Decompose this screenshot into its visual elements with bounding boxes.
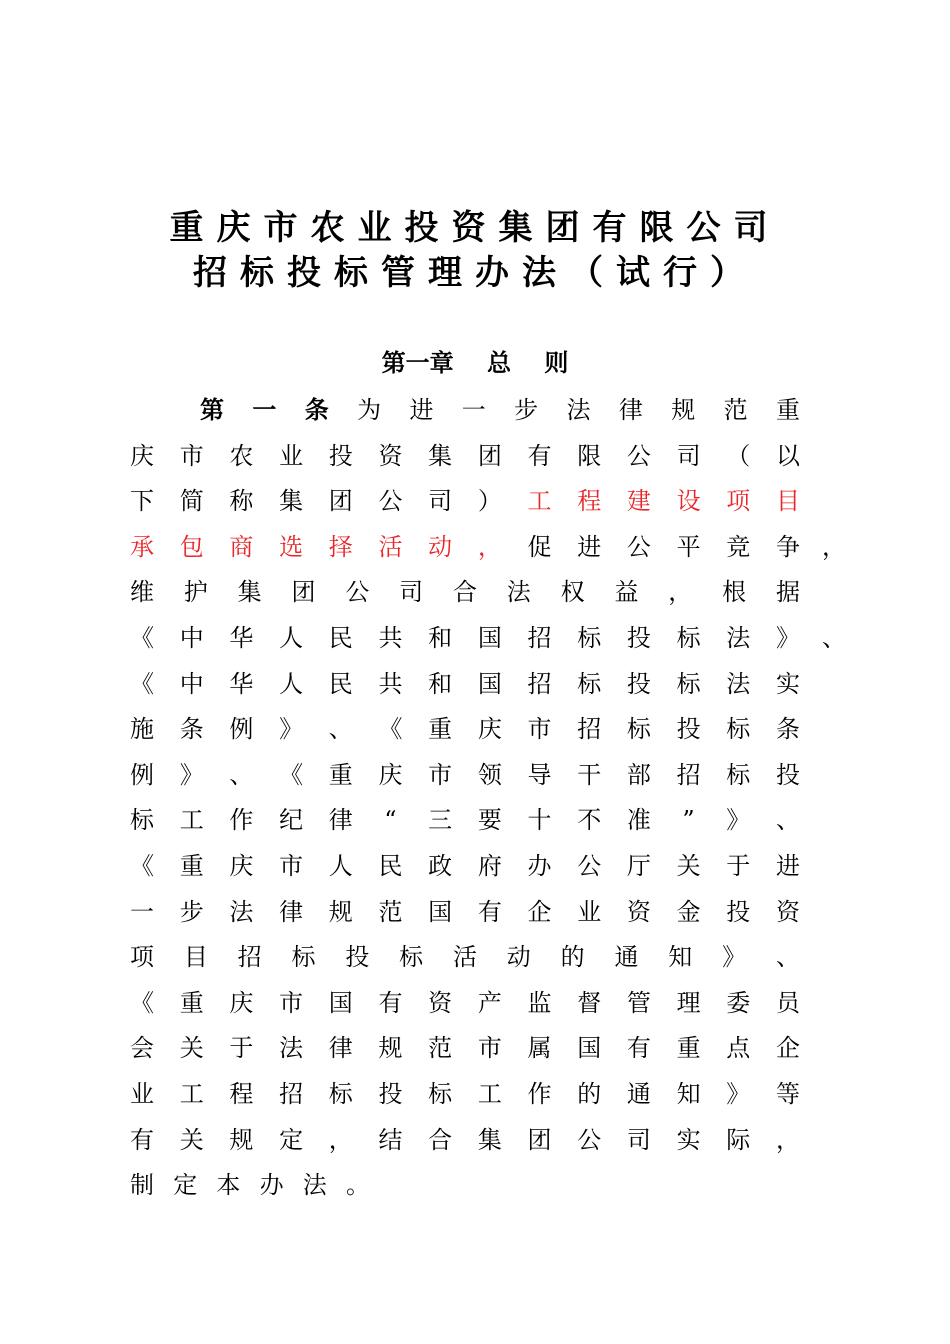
- body-char: 律: [618, 396, 643, 424]
- body-char: 《: [130, 624, 154, 652]
- body-char: 资: [775, 897, 800, 926]
- body-char: 《: [130, 988, 154, 1017]
- body-char: 进: [409, 396, 434, 424]
- article-1-line: [130, 484, 800, 518]
- body-char: 投: [626, 624, 651, 652]
- body-char: “: [384, 806, 397, 835]
- body-char: 投: [328, 441, 353, 470]
- body-char: 标: [328, 1080, 353, 1108]
- body-char: 、: [229, 760, 254, 789]
- body-char: 定: [173, 1171, 198, 1200]
- body-char: 重: [428, 715, 453, 744]
- body-char: 庆: [130, 441, 154, 470]
- body-char: 第: [200, 395, 224, 424]
- body-char: 、: [775, 943, 800, 972]
- body-char: 人: [279, 669, 304, 698]
- article-1-line: [130, 439, 800, 473]
- body-char: 关: [179, 1125, 204, 1154]
- body-char: 共: [378, 624, 403, 652]
- body-char: 集: [279, 487, 304, 516]
- body-char: 府: [477, 852, 502, 880]
- body-char: 》: [279, 715, 304, 744]
- body-char: 于: [726, 852, 751, 880]
- body-char: 投: [775, 760, 800, 789]
- body-char: 国: [328, 988, 353, 1017]
- body-char: 公: [345, 578, 370, 607]
- body-char: 重: [328, 760, 353, 789]
- body-char: 一: [130, 897, 154, 926]
- article-1-line: [130, 1077, 800, 1111]
- body-char: 步: [179, 897, 204, 926]
- body-char: 规: [378, 1034, 403, 1063]
- body-char: 和: [428, 669, 453, 698]
- body-char: 标: [676, 624, 701, 652]
- body-char: 项: [130, 943, 154, 972]
- body-char: 庆: [229, 852, 254, 880]
- body-char: 有: [130, 1125, 154, 1154]
- body-char: 下: [130, 487, 154, 516]
- document-title-line1: 重庆市农业投资集团有限公司: [169, 208, 781, 248]
- body-char: 标: [577, 624, 602, 652]
- body-char: 司: [626, 1125, 651, 1154]
- body-char: 资: [626, 897, 651, 926]
- line-trailing-punctuation: 、: [822, 624, 846, 652]
- body-char: 集: [237, 578, 262, 607]
- line-trailing-punctuation: ，: [822, 532, 846, 561]
- body-char: 团: [328, 487, 353, 516]
- body-char: 》: [775, 624, 800, 652]
- body-char: 理: [676, 988, 701, 1017]
- body-char: 民: [378, 852, 403, 880]
- body-char: 本: [216, 1171, 241, 1200]
- body-char: 工: [477, 1080, 502, 1108]
- body-char: 投: [676, 715, 701, 744]
- body-char: 法: [726, 669, 751, 698]
- body-char: 市: [279, 852, 304, 880]
- body-char: 公: [626, 441, 651, 470]
- body-char: 。: [345, 1171, 370, 1200]
- body-char: 招: [676, 760, 701, 789]
- body-char: 督: [577, 988, 602, 1017]
- body-char: 会: [130, 1034, 154, 1063]
- body-char: 准: [626, 806, 651, 835]
- chapter-heading: 第一章 总 则: [381, 348, 569, 377]
- body-char: 法: [279, 1034, 304, 1063]
- body-char: 管: [626, 988, 651, 1017]
- body-char: ，: [328, 1125, 353, 1154]
- article-1-line: [130, 986, 800, 1020]
- body-char: 一: [461, 396, 486, 424]
- body-char: 十: [527, 806, 552, 835]
- body-char: 活: [452, 943, 477, 972]
- body-char: 市: [179, 441, 204, 470]
- body-char: 以: [775, 441, 800, 470]
- body-char: ）: [477, 487, 502, 516]
- body-char: 《: [279, 760, 304, 789]
- body-char: 标: [676, 669, 701, 698]
- body-char: 选: [279, 532, 304, 561]
- body-char: 步: [514, 396, 539, 424]
- body-char: 重: [676, 1034, 701, 1063]
- body-char: 重: [179, 988, 204, 1017]
- body-char: 金: [676, 897, 701, 926]
- body-char: 领: [477, 760, 502, 789]
- body-char: 根: [722, 578, 747, 607]
- body-char: 公: [577, 852, 602, 880]
- body-char: 招: [237, 943, 262, 972]
- body-char: 纪: [279, 806, 304, 835]
- body-char: 法: [229, 897, 254, 926]
- body-char: 争: [775, 532, 800, 561]
- body-char: 企: [527, 897, 552, 926]
- body-char: 国: [577, 1034, 602, 1063]
- body-char: 》: [726, 1080, 751, 1108]
- body-char: 工: [179, 1080, 204, 1108]
- body-char: 、: [775, 806, 800, 835]
- body-char: 有: [626, 1034, 651, 1063]
- body-char: 重: [179, 852, 204, 880]
- article-1-line: [200, 393, 800, 427]
- body-char: 目: [775, 487, 800, 516]
- body-char: 产: [477, 988, 502, 1017]
- body-char: ”: [682, 806, 695, 835]
- body-char: 办: [259, 1171, 284, 1200]
- body-char: 有: [477, 897, 502, 926]
- body-char: 招: [577, 715, 602, 744]
- body-char: 工: [179, 806, 204, 835]
- body-char: 资: [428, 988, 453, 1017]
- body-char: 农: [229, 441, 254, 470]
- body-char: 简: [179, 487, 204, 516]
- article-1-line: [130, 1031, 800, 1065]
- body-char: 通: [614, 943, 639, 972]
- body-char: 动: [428, 532, 453, 561]
- body-char: 投: [378, 1080, 403, 1108]
- body-char: 通: [626, 1080, 651, 1108]
- body-char: 的: [577, 1080, 602, 1108]
- body-char: 集: [428, 441, 453, 470]
- body-char: 建: [626, 487, 651, 516]
- body-char: 《: [130, 669, 154, 698]
- body-char: 员: [775, 988, 800, 1017]
- body-char: 择: [328, 532, 353, 561]
- body-char: 包: [179, 532, 204, 561]
- body-char: 人: [328, 852, 353, 880]
- body-char: ，: [775, 1125, 800, 1154]
- body-char: 范: [723, 396, 748, 424]
- body-char: 有: [527, 441, 552, 470]
- body-char: 有: [378, 988, 403, 1017]
- body-char: 为: [357, 396, 382, 424]
- body-char: 部: [626, 760, 651, 789]
- body-char: 集: [477, 1125, 502, 1154]
- body-char: 动: [506, 943, 531, 972]
- body-char: 庆: [229, 988, 254, 1017]
- body-char: （: [726, 441, 751, 470]
- body-char: 市: [527, 715, 552, 744]
- body-char: 投: [726, 897, 751, 926]
- body-char: 维: [130, 578, 154, 607]
- body-char: 承: [130, 532, 154, 561]
- body-char: 不: [577, 806, 602, 835]
- body-char: ，: [668, 578, 693, 607]
- article-1-line: [130, 849, 800, 883]
- body-char: 条: [304, 395, 329, 424]
- body-char: 条: [179, 715, 204, 744]
- body-char: 规: [328, 897, 353, 926]
- body-char: 进: [775, 852, 800, 880]
- document-title-line2: 招标投标管理办法（试行）: [193, 253, 757, 293]
- article-1-line: [130, 575, 800, 609]
- body-char: 据: [775, 578, 800, 607]
- body-char: 于: [229, 1034, 254, 1063]
- body-char: 工: [527, 487, 552, 516]
- body-char: 《: [130, 852, 154, 880]
- body-char: 合: [452, 578, 477, 607]
- body-char: 标: [726, 715, 751, 744]
- body-char: 资: [378, 441, 403, 470]
- body-char: 标: [726, 760, 751, 789]
- body-char: 项: [726, 487, 751, 516]
- body-char: 律: [328, 1034, 353, 1063]
- body-char: 团: [477, 441, 502, 470]
- body-char: 、: [328, 715, 353, 744]
- body-char: 要: [477, 806, 502, 835]
- body-char: 标: [130, 806, 154, 835]
- body-char: 市: [279, 988, 304, 1017]
- body-char: 中: [179, 669, 204, 698]
- article-1-line: [130, 940, 800, 974]
- body-char: 属: [527, 1034, 552, 1063]
- article-1-line: [130, 712, 800, 746]
- body-char: 办: [527, 852, 552, 880]
- body-char: 知: [676, 1080, 701, 1108]
- body-char: 重: [775, 396, 800, 424]
- body-char: 业: [577, 897, 602, 926]
- body-char: 民: [328, 624, 353, 652]
- body-char: 投: [626, 669, 651, 698]
- body-char: 国: [477, 624, 502, 652]
- body-char: 共: [378, 669, 403, 698]
- body-char: 法: [302, 1171, 327, 1200]
- body-char: 民: [328, 669, 353, 698]
- body-char: 结: [378, 1125, 403, 1154]
- body-char: 程: [229, 1080, 254, 1108]
- body-char: 人: [279, 624, 304, 652]
- body-char: 例: [130, 760, 154, 789]
- body-char: 实: [775, 669, 800, 698]
- body-char: 定: [279, 1125, 304, 1154]
- body-char: 华: [229, 669, 254, 698]
- body-char: 知: [668, 943, 693, 972]
- body-char: 称: [229, 487, 254, 516]
- body-char: 干: [577, 760, 602, 789]
- body-char: 制: [130, 1171, 154, 1200]
- body-char: 》: [726, 806, 751, 835]
- body-char: 市: [428, 760, 453, 789]
- body-char: 范: [428, 1034, 453, 1063]
- body-char: 公: [577, 1125, 602, 1154]
- body-char: 程: [577, 487, 602, 516]
- body-char: 例: [229, 715, 254, 744]
- body-char: 实: [676, 1125, 701, 1154]
- body-char: 作: [229, 806, 254, 835]
- body-char: 权: [560, 578, 585, 607]
- body-char: 招: [279, 1080, 304, 1108]
- body-char: 庆: [378, 760, 403, 789]
- body-char: 律: [328, 806, 353, 835]
- body-char: 招: [527, 624, 552, 652]
- body-char: 设: [676, 487, 701, 516]
- article-1-line: [130, 667, 800, 701]
- body-char: 标: [577, 669, 602, 698]
- body-char: 点: [726, 1034, 751, 1063]
- body-char: 三: [428, 806, 453, 835]
- body-char: 国: [428, 897, 453, 926]
- body-char: 范: [378, 897, 403, 926]
- body-char: 招: [527, 669, 552, 698]
- body-char: 益: [614, 578, 639, 607]
- body-char: 一: [252, 395, 277, 424]
- body-char: 条: [775, 715, 800, 744]
- article-1-line: [130, 1168, 370, 1202]
- article-1-line: [130, 803, 800, 837]
- body-char: 企: [775, 1034, 800, 1063]
- body-char: 》: [179, 760, 204, 789]
- body-char: 竞: [726, 532, 751, 561]
- body-char: 》: [722, 943, 747, 972]
- body-char: 公: [626, 532, 651, 561]
- body-char: 施: [130, 715, 154, 744]
- body-char: 华: [229, 624, 254, 652]
- body-char: 中: [179, 624, 204, 652]
- body-char: 法: [566, 396, 591, 424]
- body-char: 导: [527, 760, 552, 789]
- body-char: 规: [671, 396, 696, 424]
- body-char: 司: [676, 441, 701, 470]
- body-char: 团: [527, 1125, 552, 1154]
- body-char: 关: [179, 1034, 204, 1063]
- article-1-line: [130, 530, 800, 564]
- body-char: 业: [279, 441, 304, 470]
- body-char: 关: [676, 852, 701, 880]
- body-char: 市: [477, 1034, 502, 1063]
- body-char: 标: [291, 943, 316, 972]
- body-char: 活: [378, 532, 403, 561]
- body-char: 司: [399, 578, 424, 607]
- body-char: 政: [428, 852, 453, 880]
- body-char: 促: [527, 532, 552, 561]
- article-1-line: [130, 621, 800, 655]
- body-char: 投: [345, 943, 370, 972]
- body-char: 作: [527, 1080, 552, 1108]
- body-char: 护: [183, 578, 208, 607]
- body-char: 国: [477, 669, 502, 698]
- body-char: 律: [279, 897, 304, 926]
- body-char: 商: [229, 532, 254, 561]
- body-char: 等: [775, 1080, 800, 1108]
- body-char: 业: [130, 1080, 154, 1108]
- body-char: 标: [626, 715, 651, 744]
- body-char: 标: [428, 1080, 453, 1108]
- body-char: 标: [399, 943, 424, 972]
- body-char: 平: [676, 532, 701, 561]
- body-char: 限: [577, 441, 602, 470]
- article-1-line: [130, 1123, 800, 1157]
- body-char: 和: [428, 624, 453, 652]
- body-char: 公: [378, 487, 403, 516]
- body-char: 进: [577, 532, 602, 561]
- body-char: 委: [726, 988, 751, 1017]
- article-1-line: [130, 758, 800, 792]
- body-char: ，: [477, 532, 502, 561]
- article-1-line: [130, 895, 800, 929]
- body-char: 《: [378, 715, 403, 744]
- body-char: 司: [428, 487, 453, 516]
- body-char: 际: [726, 1125, 751, 1154]
- body-char: 规: [229, 1125, 254, 1154]
- body-char: 监: [527, 988, 552, 1017]
- body-char: 法: [726, 624, 751, 652]
- body-char: 团: [291, 578, 316, 607]
- body-char: 法: [506, 578, 531, 607]
- body-char: 庆: [477, 715, 502, 744]
- body-char: 厅: [626, 852, 651, 880]
- body-char: 合: [428, 1125, 453, 1154]
- body-char: 的: [560, 943, 585, 972]
- body-char: 目: [183, 943, 208, 972]
